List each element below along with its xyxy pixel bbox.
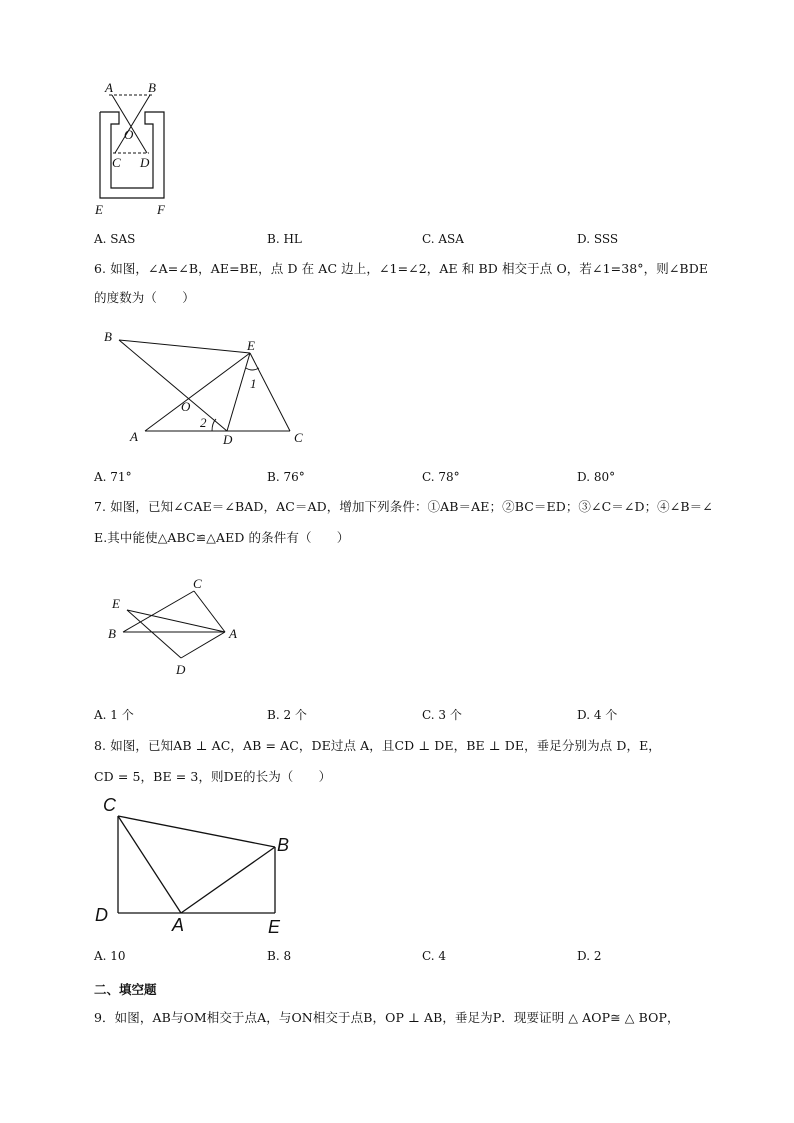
q7-label-e: E xyxy=(112,596,120,611)
q7-question-line1: 7. 如图，已知∠CAE＝∠BAD，AC＝AD，增加下列条件：①AB＝AE；②BC＝ED；③∠C＝∠D；④∠B＝∠ xyxy=(94,499,713,514)
q6-label-angle1: 1 xyxy=(250,376,257,391)
q6-option-c[interactable]: C. 78° xyxy=(422,470,460,484)
q8-option-c[interactable]: C. 4 xyxy=(422,949,447,963)
q8-label-e: E xyxy=(268,917,281,937)
q7-label-d: D xyxy=(176,662,186,677)
q5-option-b[interactable]: B. HL xyxy=(267,232,302,246)
q6-label-angle2: 2 xyxy=(200,415,207,430)
q5-label-b: B xyxy=(148,80,156,95)
q5-option-c[interactable]: C. ASA xyxy=(422,232,464,246)
q6-label-d: D xyxy=(223,432,233,447)
q5-label-o: O xyxy=(124,127,134,142)
q6-label-b: B xyxy=(104,329,112,344)
q8-label-a: A xyxy=(172,915,185,935)
q6-label-e: E xyxy=(247,338,255,353)
q7-option-d[interactable]: D. 4 个 xyxy=(577,708,618,722)
q7-label-c: C xyxy=(193,576,202,591)
q5-label-d: D xyxy=(140,155,150,170)
q6-question-line1: 6. 如图，∠A=∠B，AE=BE，点 D 在 AC 边上，∠1=∠2，AE 和 BD 相交于点 O，若∠1=38°，则∠BDE xyxy=(94,261,709,276)
q8-label-d: D xyxy=(95,905,108,925)
q5-label-c: C xyxy=(112,155,121,170)
q7-option-b[interactable]: B. 2 个 xyxy=(267,708,307,722)
q7-option-a[interactable]: A. 1 个 xyxy=(94,708,134,722)
q6-question-line2: 的度数为（ ） xyxy=(94,290,195,305)
q6-label-a: A xyxy=(130,429,138,444)
q8-label-b: B xyxy=(277,835,290,855)
q8-question-line2: CD = 5，BE = 3，则DE的长为（ ） xyxy=(94,769,332,784)
section-heading: 二、填空题 xyxy=(94,982,157,997)
q6-label-o: O xyxy=(181,399,191,414)
q7-label-b: B xyxy=(108,626,116,641)
q7-question-line2: E.其中能使△ABC≌△AED 的条件有（ ） xyxy=(94,530,350,545)
q6-option-d[interactable]: D. 80° xyxy=(577,470,616,484)
q6-option-a[interactable]: A. 71° xyxy=(94,470,132,484)
q5-label-f: F xyxy=(157,202,165,217)
q5-label-e: E xyxy=(95,202,103,217)
q8-option-b[interactable]: B. 8 xyxy=(267,949,292,963)
q5-label-a: A xyxy=(105,80,113,95)
q6-label-c: C xyxy=(294,430,303,445)
q8-option-a[interactable]: A. 10 xyxy=(94,949,126,963)
q8-option-d[interactable]: D. 2 xyxy=(577,949,602,963)
q9-question-line1: 9．如图，AB与OM相交于点A，与ON相交于点B，OP ⊥ AB，垂足为P．现要证明 △ AOP≅ △ BOP， xyxy=(94,1010,680,1025)
q7-option-c[interactable]: C. 3 个 xyxy=(422,708,462,722)
q5-option-d[interactable]: D. SSS xyxy=(577,232,619,246)
q5-option-a[interactable]: A. SAS xyxy=(94,232,136,246)
q8-label-c: C xyxy=(103,795,116,815)
q6-option-b[interactable]: B. 76° xyxy=(267,470,305,484)
q7-label-a: A xyxy=(229,626,237,641)
q8-question-line1: 8. 如图，已知AB ⊥ AC，AB = AC，DE过点 A，且CD ⊥ DE，BE ⊥ DE，垂足分别为点 D，E， xyxy=(94,738,661,753)
